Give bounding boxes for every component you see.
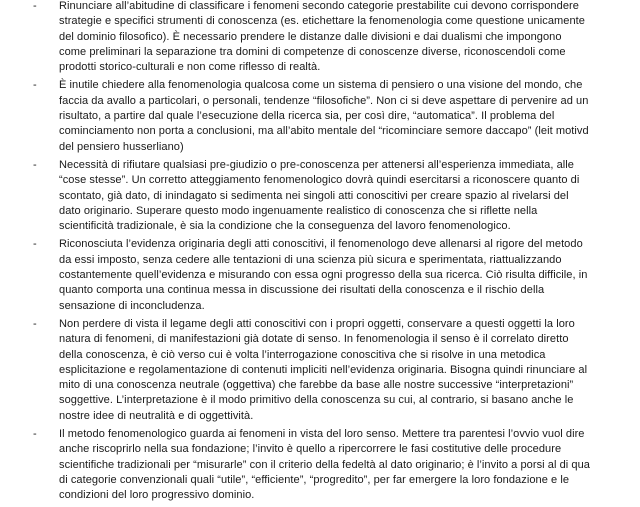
bullet-dash: - [33, 158, 37, 171]
paragraph-text: Riconosciuta l’evidenza originaria degli atti conoscitivi, il fenomenologo deve allenarsi al rigore del metodo da essi imposto, senza cedere alle tentazioni di una scienza più sicura e sperimentata, riattualizzando costantemente quell’evidenza e misurando con essa ogni progresso della sua ricerca. Ciò risulta difficile, in quanto comporta una continua messa in discussione dei risultati della conoscenza e il rischio della sensazione di inconcludenza. [59, 238, 588, 312]
bullet-dash: - [33, 0, 37, 12]
bullet-dash: - [33, 238, 37, 251]
paragraph-text: Non perdere di vista il legame degli atti conoscitivi con i propri oggetti, conservare a questi oggetti la loro natura di fenomeni, di manifestazioni già dotate di senso. In fenomenologia il senso è il correlato diretto della conoscenza, è ciò verso cui è volta l’interrogazione conoscitiva che si risolve in una metodica esplicitazione e regolamentazione di contenuti impliciti nell’evidenza originaria. Bisogna quindi rinunciare al mito di una conoscenza neutrale (oggettiva) che farebbe da base alle nostre successive “interpretazioni” soggettive. L’interpretazione è il modo primitivo della conoscenza su cui, al contrario, si basano anche le nostre idee di neutralità e di oggettività. [59, 317, 588, 422]
paragraph-text: È inutile chiedere alla fenomenologia qualcosa come un sistema di pensiero o una visione del mondo, che faccia da avallo a particolari, o personali, tendenze “filosofiche”. Non ci si deve aspettare di pervenire ad un risultato, a partire dal quale l’esecuzione della ricerca sia, per così dire, “automatica”. Il problema del cominciamento non porta a conclusioni, ma all’abito mentale del “ricominciare semore daccapo” (leit motivd del pensiero husserliano) [59, 79, 589, 153]
bullet-dash: - [33, 428, 37, 441]
paragraph-text: Necessità di rifiutare qualsiasi pre-giudizio o pre-conoscenza per attenersi all’esperienza immediata, alle “cose stesse”. Un corretto atteggiamento fenomenologico dovrà quindi esercitarsi a riconoscere quanto di scontato, già dato, di inindagato si sedimenta nei singoli atti conoscitivi per creare spazio al rivelarsi del dato originario. Superare questo modo ingenuamente realistico di conoscenza che si riflette nella scientificità tradizionale, è sia la condizione che la conseguenza del lavoro fenomenologico. [59, 158, 580, 233]
list-item [0, 78, 640, 154]
list-item [0, 317, 640, 424]
bullet-dash: - [33, 79, 37, 92]
list-item [0, 0, 640, 75]
bullet-dash: - [33, 317, 37, 330]
paragraph-text: Rinunciare all’abitudine di classificare i fenomeni secondo categorie prestabilite cui devono corrispondere strategie e specifici strumenti di conoscenza (es. etichettare la fenomenologia come questione unicamente del dominio filosofico). È necessario prendere le distanze dalle divisioni e dai dualismi che impongono come preliminari la separazione tra domini di competenze di conoscenze diverse, riconoscendoli come prodotti storico-culturali e non come riflesso di realtà. [59, 0, 585, 74]
paragraph-text: Il metodo fenomenologico guarda ai fenomeni in vista del loro senso. Mettere tra parentesi l’ovvio vuol dire anche riscoprirlo nella sua fondazione; l’invito è quello a ripercorrere le fasi costitutive delle procedure scientifiche tradizionali per “misurarle” con il criterio della fedeltà al dato originario; è l’invito a porsi al di qua di categorie convenzionali quali “utile”, “efficiente”, “progredito”, per far emergere la loro fondazione e le condizioni del loro progressivo dominio. [59, 428, 590, 502]
list-item [0, 158, 640, 234]
list-item [0, 427, 640, 503]
list-item [0, 237, 640, 313]
